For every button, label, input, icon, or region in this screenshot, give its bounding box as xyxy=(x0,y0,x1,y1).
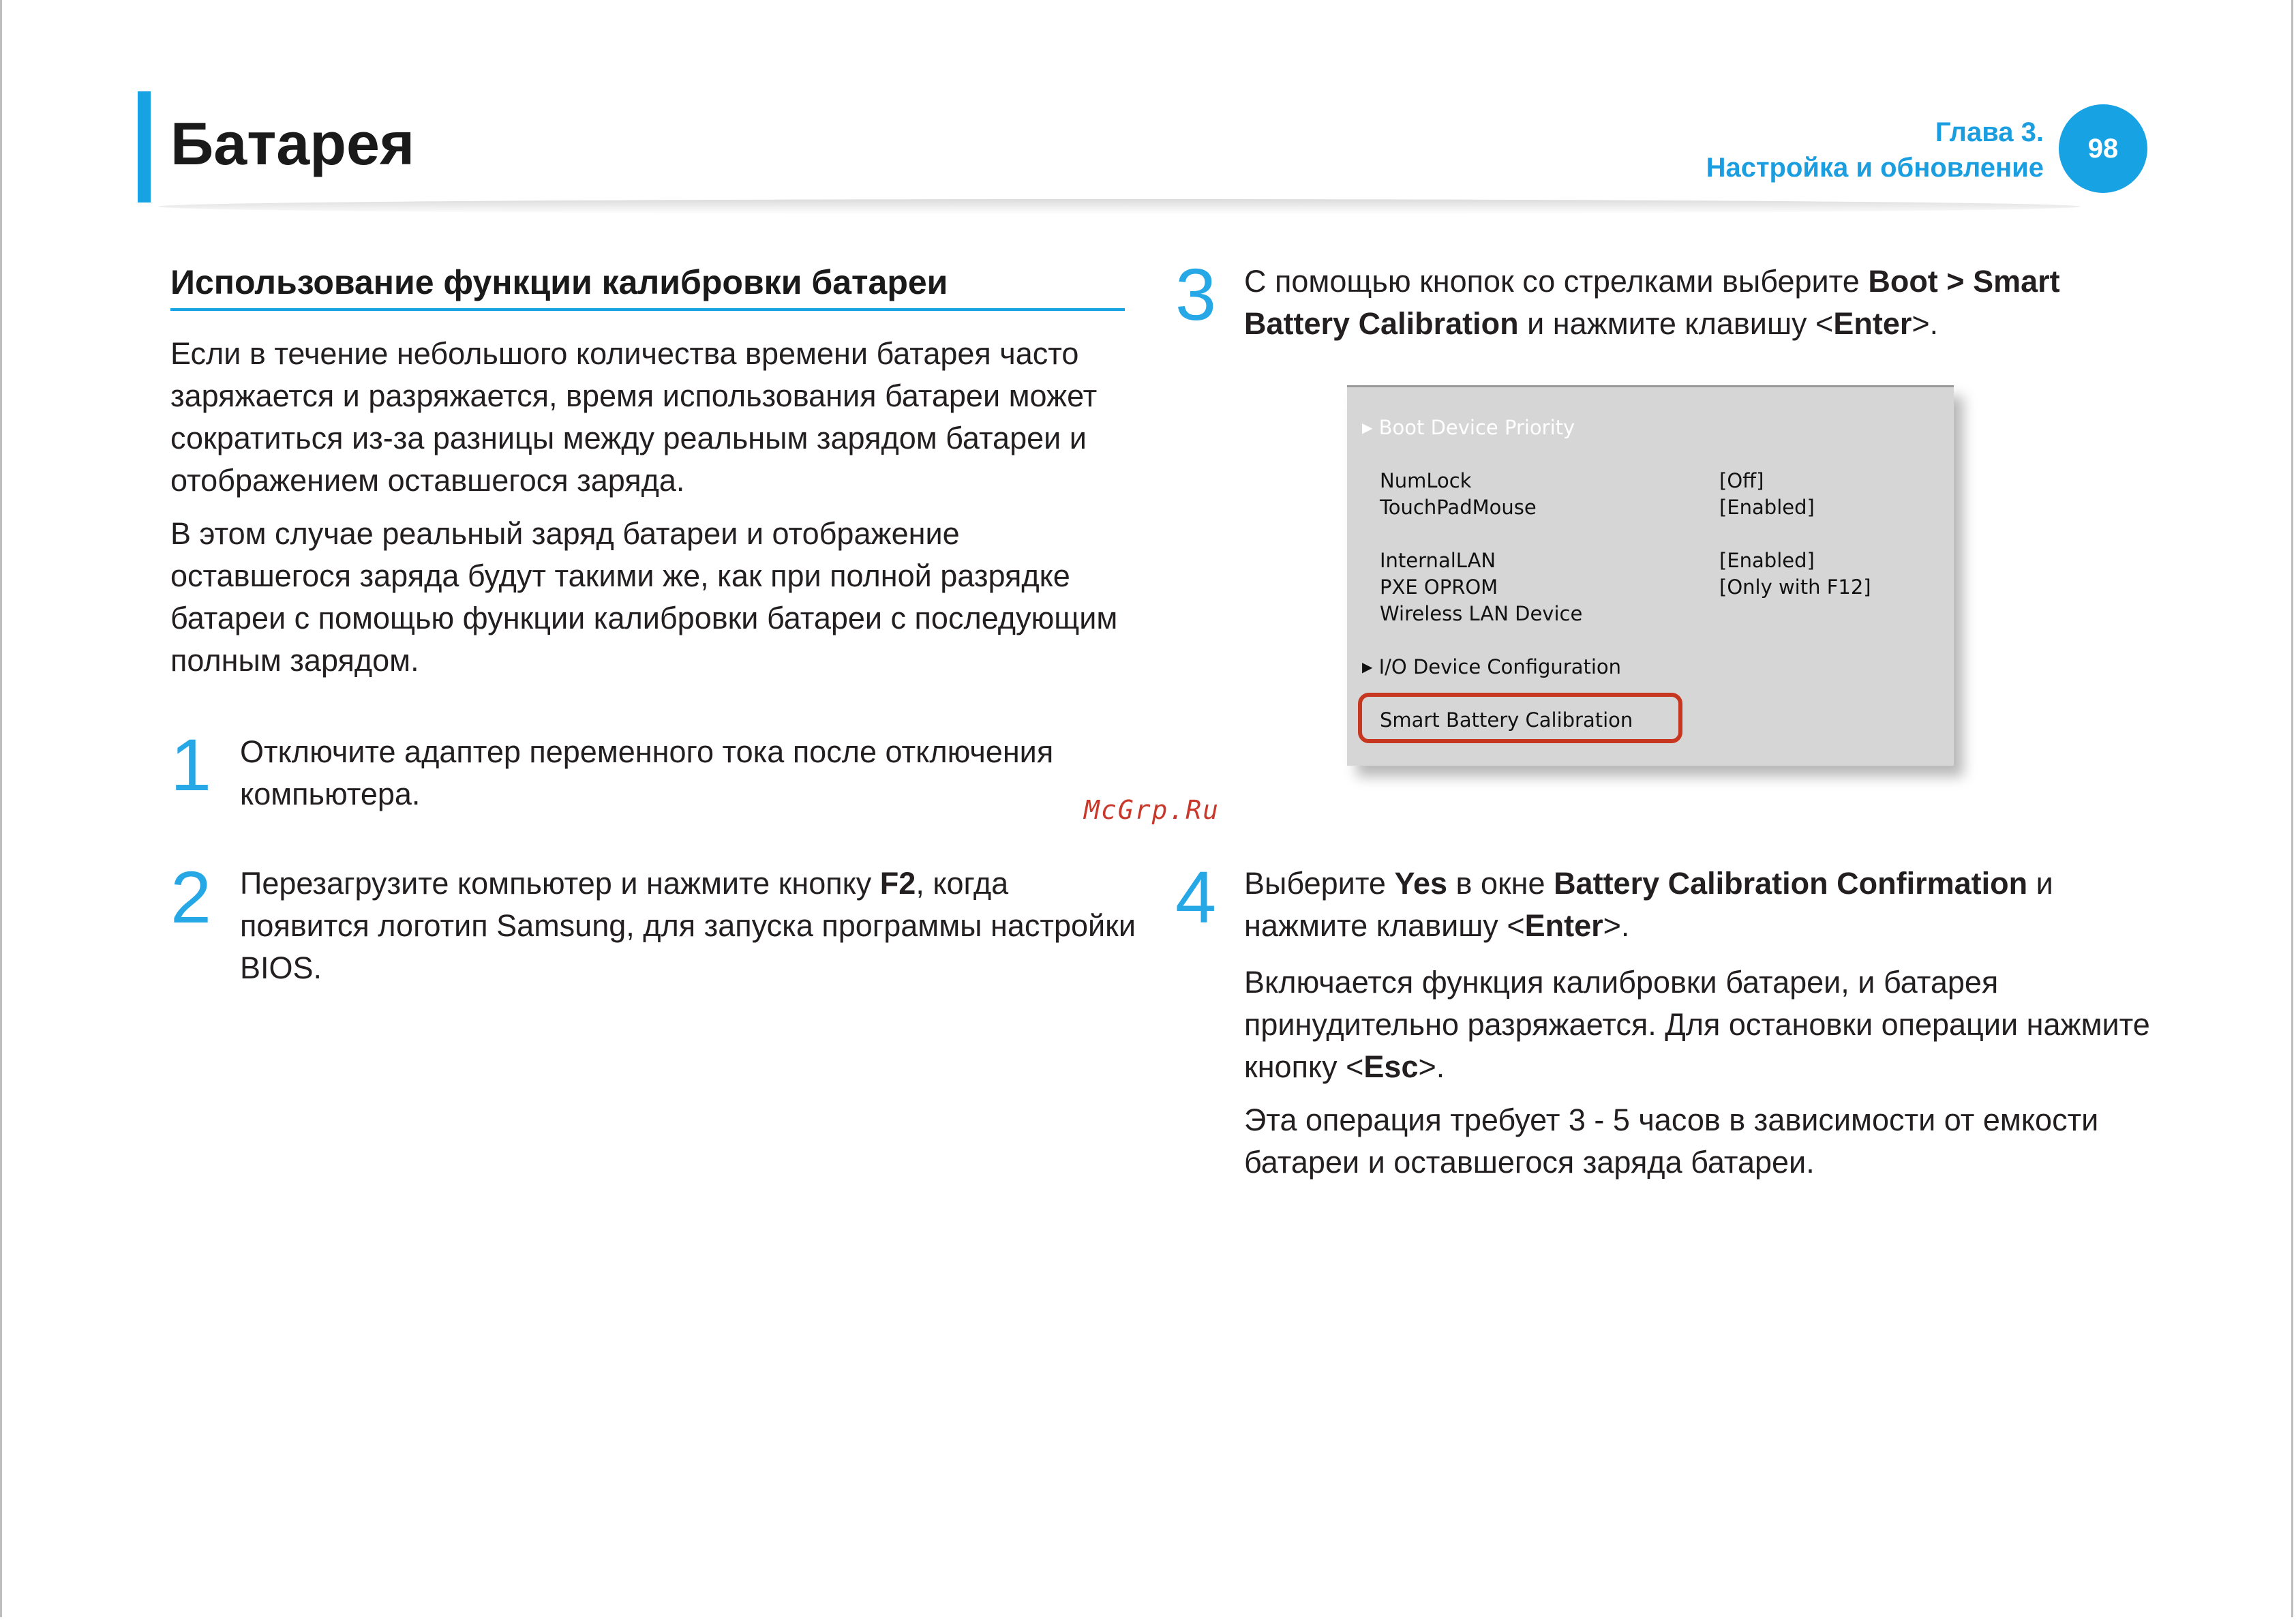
step-3-text xyxy=(1244,260,2151,345)
step-3-menu-path: Boot > Smart Battery Calibration xyxy=(1244,264,2060,341)
step-1-text: Отключите адаптер переменного тока после отключения компьютера. xyxy=(240,734,1054,811)
bios-smart-battery-calibration: Smart Battery Calibration xyxy=(1380,708,1633,732)
step-4-paragraph-2 xyxy=(1244,961,2151,1088)
bios-pxe-label: PXE OPROM xyxy=(1380,575,1498,599)
bios-boot-device-priority xyxy=(1362,416,1575,439)
step-4-option: Yes xyxy=(1394,866,1448,901)
bios-touchpad-label: TouchPadMouse xyxy=(1380,496,1537,519)
bios-numlock-value: [Off] xyxy=(1719,469,1764,492)
bios-pxe-value: [Only with F12] xyxy=(1719,575,1871,599)
arrow-right-icon: ▶ xyxy=(1362,419,1373,436)
bios-screenshot xyxy=(1347,385,1954,766)
bios-io-config-label: I/O Device Configuration xyxy=(1378,655,1622,678)
page-number-badge: 98 xyxy=(2059,104,2147,193)
step-4-text-middle-2: и нажмите клавишу < xyxy=(1244,866,2053,943)
step-4-text-before: Выберите xyxy=(1244,866,1395,901)
step-4-text-after: >. xyxy=(1603,908,1630,943)
step-4-text-middle: в окне xyxy=(1447,866,1554,901)
step-3-text-before: С помощью кнопок со стрелками выберите xyxy=(1244,264,1869,299)
step-3-number: 3 xyxy=(1175,253,1217,335)
chapter-label xyxy=(1706,115,2044,185)
step-2-number: 2 xyxy=(170,856,212,938)
step-3-key: Enter xyxy=(1833,306,1912,341)
step-2-text-after: , когда появится логотип Samsung, для запуска программы настройки BIOS. xyxy=(240,866,1136,985)
step-4-paragraph-2-key: Esc xyxy=(1363,1049,1419,1084)
page-title: Батарея xyxy=(170,110,415,177)
step-4-number: 4 xyxy=(1175,856,1217,938)
intro-paragraph-1: Если в течение небольшого количества времени батарея часто заряжается и разряжается, время использования батареи может сократиться из-за разницы между реальным зарядом батареи и отображением оставшегося заряда. xyxy=(170,336,1098,498)
step-4-paragraph-2-before: Включается функция калибровки батареи, и батарея принудительно разряжается. Для остановки операции нажмите кнопку < xyxy=(1244,965,2150,1084)
step-4-key: Enter xyxy=(1524,908,1603,943)
bios-io-config xyxy=(1362,655,1621,678)
arrow-right-icon: ▶ xyxy=(1362,659,1373,675)
bios-wlan-label: Wireless LAN Device xyxy=(1380,602,1583,625)
bios-touchpad-value: [Enabled] xyxy=(1719,496,1815,519)
step-2-text xyxy=(240,862,1140,989)
chapter-title: Настройка и обновление xyxy=(1706,153,2044,183)
step-4-window-name: Battery Calibration Confirmation xyxy=(1554,866,2028,901)
step-3-text-middle: и нажмите клавишу < xyxy=(1518,306,1834,341)
bios-boot-device-priority-label: Boot Device Priority xyxy=(1378,416,1575,439)
step-2-text-before: Перезагрузите компьютер и нажмите кнопку xyxy=(240,866,880,901)
step-4-text xyxy=(1244,862,2151,947)
title-accent-bar xyxy=(138,91,151,202)
step-2-key: F2 xyxy=(879,866,916,901)
step-3-text-after: >. xyxy=(1912,306,1939,341)
step-4-paragraph-2-after: >. xyxy=(1418,1049,1445,1084)
bios-internallan-value: [Enabled] xyxy=(1719,549,1815,572)
bios-internallan-label: InternalLAN xyxy=(1380,549,1496,572)
section-heading: Использование функции калибровки батареи xyxy=(170,259,1125,311)
step-4-paragraph-3: Эта операция требует 3 - 5 часов в зависимости от емкости батареи и оставшегося заряда батареи. xyxy=(1244,1102,2099,1180)
watermark: McGrp.Ru xyxy=(1084,795,1220,825)
chapter-number: Глава 3. xyxy=(1935,117,2044,147)
step-1-number: 1 xyxy=(170,723,212,806)
intro-paragraph-2: В этом случае реальный заряд батареи и отображение оставшегося заряда будут такими же, как при полной разрядке батареи с помощью функции калибровки батареи с последующим полным зарядом. xyxy=(170,516,1118,678)
header-divider-shadow xyxy=(158,199,2081,214)
bios-numlock-label: NumLock xyxy=(1380,469,1472,492)
